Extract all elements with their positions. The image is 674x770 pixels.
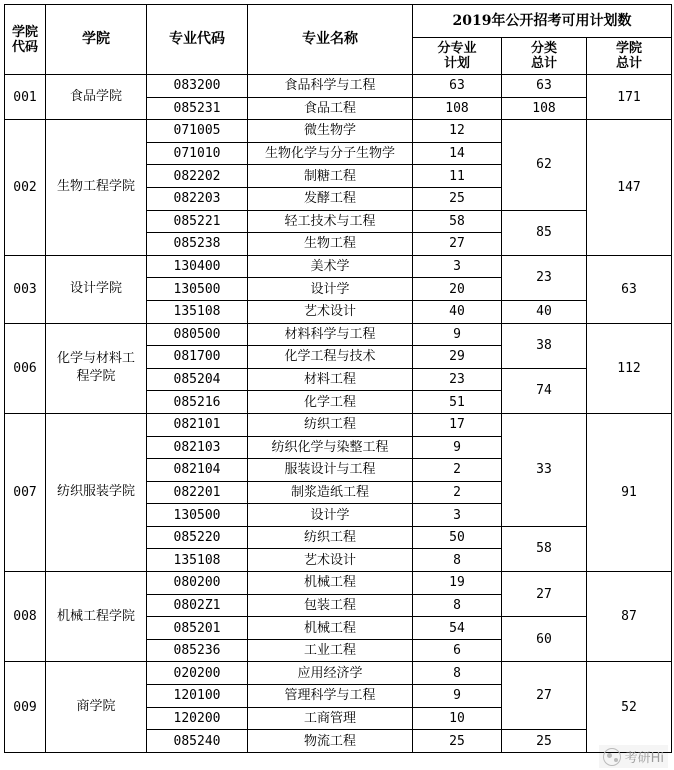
category-total: 85 bbox=[502, 210, 587, 255]
major-plan: 51 bbox=[413, 391, 502, 414]
major-plan: 50 bbox=[413, 526, 502, 549]
major-code: 020200 bbox=[147, 662, 248, 685]
category-total: 74 bbox=[502, 368, 587, 413]
major-code: 082103 bbox=[147, 436, 248, 459]
category-total: 23 bbox=[502, 255, 587, 300]
major-name: 设计学 bbox=[248, 504, 413, 527]
major-code: 085231 bbox=[147, 97, 248, 120]
college-code: 008 bbox=[5, 572, 46, 662]
major-code: 120100 bbox=[147, 685, 248, 708]
major-name: 纺织工程 bbox=[248, 526, 413, 549]
major-name: 机械工程 bbox=[248, 617, 413, 640]
college-name: 食品学院 bbox=[46, 75, 147, 120]
major-code: 085220 bbox=[147, 526, 248, 549]
major-code: 085216 bbox=[147, 391, 248, 414]
college-code: 007 bbox=[5, 413, 46, 571]
major-code: 130500 bbox=[147, 278, 248, 301]
major-plan: 20 bbox=[413, 278, 502, 301]
major-plan: 25 bbox=[413, 730, 502, 753]
header-college-total: 学院 总计 bbox=[587, 38, 672, 75]
category-total: 40 bbox=[502, 300, 587, 323]
major-code: 080500 bbox=[147, 323, 248, 346]
major-plan: 58 bbox=[413, 210, 502, 233]
major-name: 制糖工程 bbox=[248, 165, 413, 188]
header-major-name: 专业名称 bbox=[248, 5, 413, 75]
table-row bbox=[5, 413, 672, 436]
header-college-code: 学院 代码 bbox=[5, 5, 46, 75]
major-plan: 12 bbox=[413, 120, 502, 143]
major-plan: 6 bbox=[413, 639, 502, 662]
header-major-code: 专业代码 bbox=[147, 5, 248, 75]
college-code: 003 bbox=[5, 255, 46, 323]
major-name: 应用经济学 bbox=[248, 662, 413, 685]
major-code: 135108 bbox=[147, 300, 248, 323]
college-name: 化学与材料工程学院 bbox=[46, 323, 147, 413]
college-code: 002 bbox=[5, 120, 46, 256]
major-code: 082201 bbox=[147, 481, 248, 504]
major-plan: 2 bbox=[413, 481, 502, 504]
major-plan: 8 bbox=[413, 549, 502, 572]
major-plan: 54 bbox=[413, 617, 502, 640]
major-code: 130400 bbox=[147, 255, 248, 278]
major-name: 美术学 bbox=[248, 255, 413, 278]
major-plan: 17 bbox=[413, 413, 502, 436]
wechat-icon bbox=[603, 748, 621, 766]
major-code: 085240 bbox=[147, 730, 248, 753]
major-name: 艺术设计 bbox=[248, 300, 413, 323]
major-code: 085201 bbox=[147, 617, 248, 640]
major-name: 包装工程 bbox=[248, 594, 413, 617]
college-name: 商学院 bbox=[46, 662, 147, 752]
college-total: 171 bbox=[587, 75, 672, 120]
major-name: 纺织工程 bbox=[248, 413, 413, 436]
major-plan: 29 bbox=[413, 346, 502, 369]
major-code: 120200 bbox=[147, 707, 248, 730]
header-college: 学院 bbox=[46, 5, 147, 75]
major-name: 生物化学与分子生物学 bbox=[248, 142, 413, 165]
major-name: 纺织化学与染整工程 bbox=[248, 436, 413, 459]
watermark-text: 考研Hi bbox=[624, 751, 664, 766]
major-name: 生物工程 bbox=[248, 233, 413, 256]
major-name: 化学工程 bbox=[248, 391, 413, 414]
category-total: 60 bbox=[502, 617, 587, 662]
enrollment-plan-table bbox=[4, 4, 672, 753]
major-name: 服装设计与工程 bbox=[248, 459, 413, 482]
table-row bbox=[5, 662, 672, 685]
category-total: 38 bbox=[502, 323, 587, 368]
major-code: 071010 bbox=[147, 142, 248, 165]
major-code: 085204 bbox=[147, 368, 248, 391]
college-code: 001 bbox=[5, 75, 46, 120]
major-name: 食品工程 bbox=[248, 97, 413, 120]
major-code: 082104 bbox=[147, 459, 248, 482]
college-code: 006 bbox=[5, 323, 46, 413]
college-total: 112 bbox=[587, 323, 672, 413]
major-plan: 10 bbox=[413, 707, 502, 730]
major-plan: 19 bbox=[413, 572, 502, 595]
major-plan: 8 bbox=[413, 594, 502, 617]
major-plan: 40 bbox=[413, 300, 502, 323]
major-code: 085221 bbox=[147, 210, 248, 233]
major-plan: 11 bbox=[413, 165, 502, 188]
major-plan: 9 bbox=[413, 436, 502, 459]
major-name: 艺术设计 bbox=[248, 549, 413, 572]
major-name: 发酵工程 bbox=[248, 187, 413, 210]
college-name: 生物工程学院 bbox=[46, 120, 147, 256]
college-total: 52 bbox=[587, 662, 672, 752]
college-name: 设计学院 bbox=[46, 255, 147, 323]
major-plan: 108 bbox=[413, 97, 502, 120]
header-row-1 bbox=[5, 5, 672, 38]
major-name: 设计学 bbox=[248, 278, 413, 301]
major-name: 材料工程 bbox=[248, 368, 413, 391]
major-plan: 3 bbox=[413, 255, 502, 278]
college-name: 纺织服装学院 bbox=[46, 413, 147, 571]
major-plan: 27 bbox=[413, 233, 502, 256]
category-total: 33 bbox=[502, 413, 587, 526]
major-name: 轻工技术与工程 bbox=[248, 210, 413, 233]
college-total: 87 bbox=[587, 572, 672, 662]
major-plan: 63 bbox=[413, 75, 502, 98]
major-plan: 9 bbox=[413, 685, 502, 708]
major-plan: 25 bbox=[413, 187, 502, 210]
college-total: 91 bbox=[587, 413, 672, 571]
category-total: 58 bbox=[502, 526, 587, 571]
table-row bbox=[5, 255, 672, 278]
header-plan-group: 2019年公开招考可用计划数 bbox=[413, 5, 672, 38]
table-row bbox=[5, 120, 672, 143]
table-row bbox=[5, 572, 672, 595]
major-code: 085238 bbox=[147, 233, 248, 256]
table-row bbox=[5, 323, 672, 346]
major-name: 食品科学与工程 bbox=[248, 75, 413, 98]
major-code: 135108 bbox=[147, 549, 248, 572]
college-name: 机械工程学院 bbox=[46, 572, 147, 662]
major-code: 130500 bbox=[147, 504, 248, 527]
major-plan: 23 bbox=[413, 368, 502, 391]
major-plan: 2 bbox=[413, 459, 502, 482]
major-code: 082101 bbox=[147, 413, 248, 436]
major-code: 081700 bbox=[147, 346, 248, 369]
major-name: 管理科学与工程 bbox=[248, 685, 413, 708]
major-name: 机械工程 bbox=[248, 572, 413, 595]
category-total: 63 bbox=[502, 75, 587, 98]
major-code: 080200 bbox=[147, 572, 248, 595]
table-row bbox=[5, 75, 672, 98]
header-sub-major-plan: 分专业 计划 bbox=[413, 38, 502, 75]
header-sub-category-total: 分类 总计 bbox=[502, 38, 587, 75]
major-code: 0802Z1 bbox=[147, 594, 248, 617]
major-name: 物流工程 bbox=[248, 730, 413, 753]
major-code: 082202 bbox=[147, 165, 248, 188]
major-name: 工业工程 bbox=[248, 639, 413, 662]
major-code: 085236 bbox=[147, 639, 248, 662]
major-name: 工商管理 bbox=[248, 707, 413, 730]
college-total: 63 bbox=[587, 255, 672, 323]
category-total: 62 bbox=[502, 120, 587, 210]
major-plan: 8 bbox=[413, 662, 502, 685]
major-plan: 3 bbox=[413, 504, 502, 527]
major-code: 083200 bbox=[147, 75, 248, 98]
major-plan: 14 bbox=[413, 142, 502, 165]
major-plan: 9 bbox=[413, 323, 502, 346]
category-total: 27 bbox=[502, 572, 587, 617]
major-code: 082203 bbox=[147, 187, 248, 210]
major-name: 材料科学与工程 bbox=[248, 323, 413, 346]
category-total: 25 bbox=[502, 730, 587, 753]
major-name: 化学工程与技术 bbox=[248, 346, 413, 369]
major-name: 微生物学 bbox=[248, 120, 413, 143]
category-total: 108 bbox=[502, 97, 587, 120]
watermark bbox=[599, 745, 668, 768]
major-code: 071005 bbox=[147, 120, 248, 143]
college-total: 147 bbox=[587, 120, 672, 256]
major-name: 制浆造纸工程 bbox=[248, 481, 413, 504]
category-total: 27 bbox=[502, 662, 587, 730]
college-code: 009 bbox=[5, 662, 46, 752]
